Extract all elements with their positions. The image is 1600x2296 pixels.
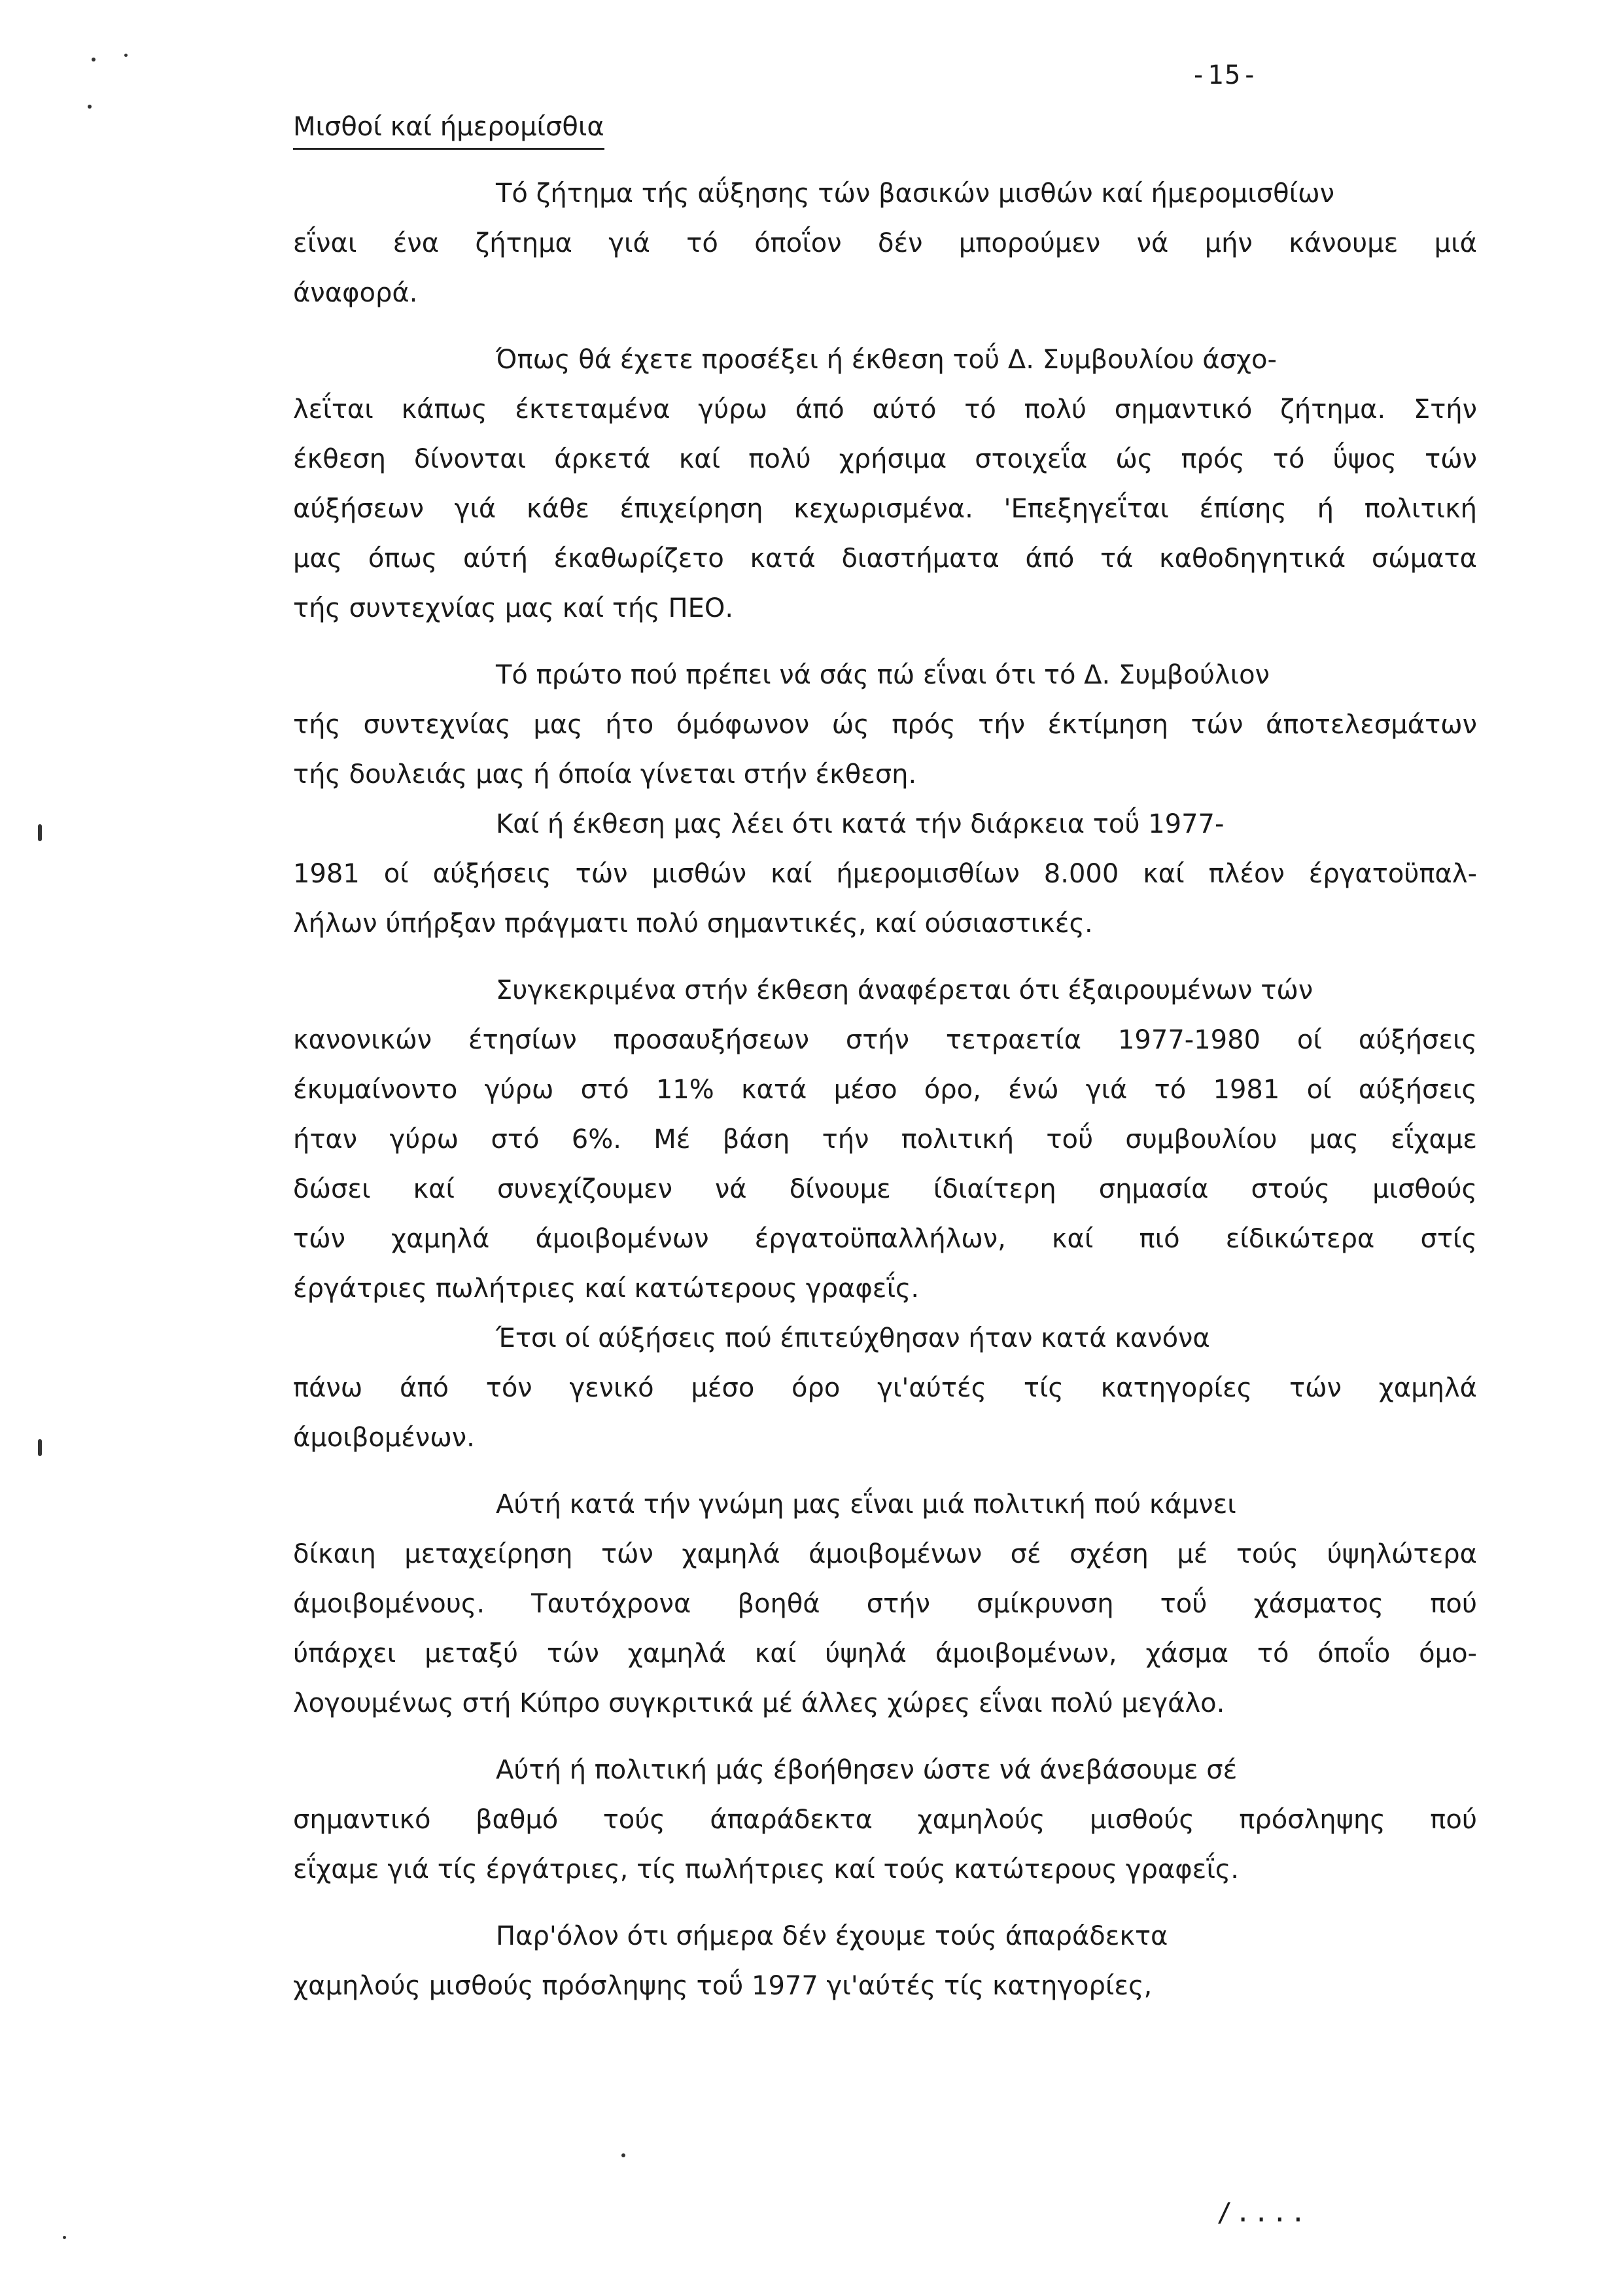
text-line: Αύτή ή πολιτική μάς έβοήθησεν ώστε νά άνεβάσουμε σέ [496, 1755, 1238, 1785]
paragraph-6 [293, 1313, 1477, 1463]
paragraph-5 [293, 965, 1477, 1313]
text-line: ήταν γύρω στό 6%. Μέ βάση τήν πολιτική τοΰ συμβουλίου μας εΐχαμε [293, 1124, 1477, 1155]
text-line: Συγκεκριμένα στήν έκθεση άναφέρεται ότι έξαιρουμένων τών [496, 975, 1313, 1005]
text-line: εΐναι ένα ζήτημα γιά τό όποΐον δέν μπορούμεν νά μήν κάνουμε μιά [293, 228, 1477, 258]
text-line: έργάτριες πωλήτριες καί κατώτερους γραφεΐς. [293, 1274, 920, 1304]
text-line: Καί ή έκθεση μας λέει ότι κατά τήν διάρκεια τοΰ 1977- [496, 809, 1225, 839]
continuation-mark: /.... [1217, 2198, 1309, 2228]
text-line: Τό ζήτημα τής αΰξησης τών βασικών μισθών καί ήμερομισθίων [496, 179, 1334, 209]
text-line: αύξήσεων γιά κάθε έπιχείρηση κεχωρισμένα. 'Επεξηγεΐται έπίσης ή πολιτική [293, 494, 1477, 524]
text-line: ύπάρχει μεταξύ τών χαμηλά καί ύψηλά άμοιβομένων, χάσμα τό όποΐο όμο- [293, 1639, 1477, 1669]
text-line: 1981 οί αύξήσεις τών μισθών καί ήμερομισθίων 8.000 καί πλέον έργατοϋπαλ- [293, 859, 1477, 889]
paragraph-7 [293, 1480, 1477, 1728]
text-line: τών χαμηλά άμοιβομένων έργατοϋπαλλήλων, καί πιό είδικώτερα στίς [293, 1224, 1477, 1254]
text-line: άναφορά. [293, 278, 418, 308]
text-line: χαμηλούς μισθούς πρόσληψης τοΰ 1977 γι'αύτές τίς κατηγορίες, [293, 1971, 1153, 2001]
text-line: έκυμαίνοντο γύρω στό 11% κατά μέσο όρο, ένώ γιά τό 1981 οί αύξήσεις [293, 1075, 1477, 1105]
text-line: Τό πρώτο πού πρέπει νά σάς πώ εΐναι ότι τό Δ. Συμβούλιον [496, 660, 1270, 690]
text-line: δίκαιη μεταχείρηση τών χαμηλά άμοιβομένων σέ σχέση μέ τούς ύψηλώτερα [293, 1539, 1477, 1569]
paragraph-2 [293, 335, 1477, 633]
text-line: τής συντεχνίας μας ήτο όμόφωνον ώς πρός τήν έκτίμηση τών άποτελεσμάτων [293, 710, 1477, 740]
scan-speck [92, 58, 96, 61]
text-line: κανονικών έτησίων προσαυξήσεων στήν τετραετία 1977-1980 οί αύξήσεις [293, 1025, 1477, 1055]
paragraph-8 [293, 1745, 1477, 1894]
text-line: τής δουλειάς μας ή όποία γίνεται στήν έκθεση. [293, 759, 917, 790]
text-line: εΐχαμε γιά τίς έργάτριες, τίς πωλήτριες καί τούς κατώτερους γραφεΐς. [293, 1854, 1239, 1885]
scan-speck [88, 105, 92, 109]
text-line: Αύτή κατά τήν γνώμη μας εΐναι μιά πολιτική πού κάμνει [496, 1489, 1236, 1520]
scan-speck [124, 54, 128, 57]
scan-speck [621, 2153, 625, 2157]
page-number: -15- [1191, 60, 1259, 90]
text-line: σημαντικό βαθμό τούς άπαράδεκτα χαμηλούς μισθούς πρόσληψης πού [293, 1805, 1477, 1835]
text-line: Έτσι οί αύξήσεις πού έπιτεύχθησαν ήταν κατά κανόνα [496, 1323, 1210, 1353]
text-line: άμοιβομένων. [293, 1423, 475, 1453]
paragraph-3 [293, 650, 1477, 799]
text-line: Όπως θά έχετε προσέξει ή έκθεση τοΰ Δ. Συμβουλίου άσχο- [496, 345, 1277, 375]
scan-speck [38, 1439, 42, 1456]
text-line: έκθεση δίνονται άρκετά καί πολύ χρήσιμα στοιχεΐα ώς πρός τό ΰψος τών [293, 444, 1477, 474]
text-line: μας όπως αύτή έκαθωρίζετο κατά διαστήματα άπό τά καθοδηγητικά σώματα [293, 544, 1477, 574]
body-text [293, 169, 1477, 2011]
text-line: δώσει καί συνεχίζουμεν νά δίνουμε ίδιαίτερη σημασία στούς μισθούς [293, 1174, 1477, 1204]
paragraph-9 [293, 1911, 1477, 2011]
text-line: τής συντεχνίας μας καί τής ΠΕΟ. [293, 593, 734, 623]
scan-speck [63, 2236, 66, 2239]
text-line: λήλων ύπήρξαν πράγματι πολύ σημαντικές, καί ούσιαστικές. [293, 909, 1093, 939]
text-line: πάνω άπό τόν γενικό μέσο όρο γι'αύτές τίς κατηγορίες τών χαμηλά [293, 1373, 1477, 1403]
text-line: λεΐται κάπως έκτεταμένα γύρω άπό αύτό τό πολύ σημαντικό ζήτημα. Στήν [293, 394, 1477, 425]
paragraph-1 [293, 169, 1477, 318]
text-line: άμοιβομένους. Ταυτόχρονα βοηθά στήν σμίκρυνση τοΰ χάσματος πού [293, 1589, 1477, 1619]
text-line: λογουμένως στή Κύπρο συγκριτικά μέ άλλες χώρες εΐναι πολύ μεγάλο. [293, 1688, 1225, 1718]
scan-speck [38, 824, 42, 841]
text-line: Παρ'όλον ότι σήμερα δέν έχουμε τούς άπαράδεκτα [496, 1921, 1168, 1951]
paragraph-4 [293, 799, 1477, 948]
section-heading: Μισθοί καί ήμερομίσθια [293, 110, 604, 150]
